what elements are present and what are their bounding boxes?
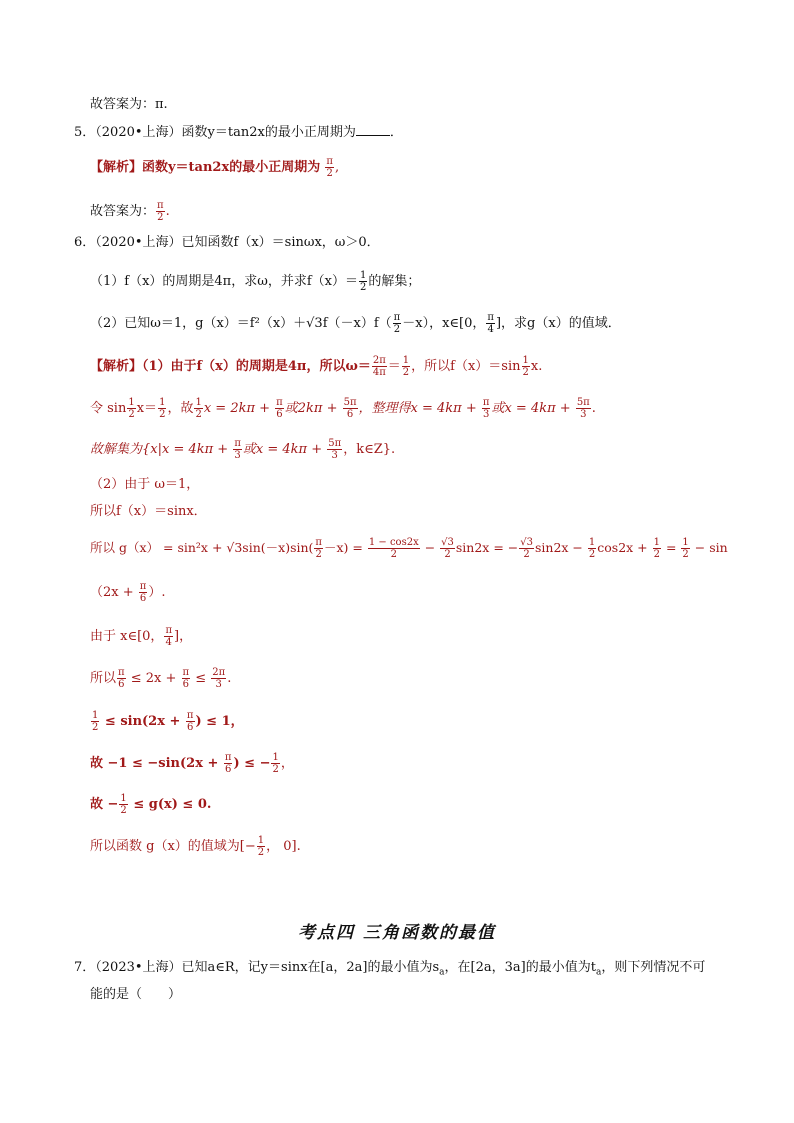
frac-num: π — [186, 710, 194, 721]
frac-den: 2 — [257, 847, 265, 858]
frac-num: 1 — [272, 752, 279, 763]
solution-text: －x) = — [324, 540, 367, 555]
frac-den: 4 — [487, 324, 494, 335]
frac-den: 2 — [195, 409, 202, 420]
frac-den: 4π — [372, 367, 386, 378]
frac-den: 2 — [523, 549, 530, 560]
part-1-text-end: 的解集； — [368, 274, 421, 289]
fraction-pi-over-2 — [156, 200, 165, 223]
frac-num: π — [139, 581, 147, 592]
frac-den: 2 — [588, 549, 596, 560]
fraction-1-over-2 — [271, 752, 279, 775]
section-title: 考点四 三角函数的最值 — [298, 923, 496, 943]
final-text: 故答案为： — [90, 204, 156, 219]
part-1-text: （1）f（x）的周期是4π，求ω，并求f（x）＝ — [90, 274, 358, 289]
solution-text: 故解集为{x|x = 4kπ + — [90, 442, 233, 457]
solution-text: x. — [530, 359, 543, 374]
question-7-text: ，则下列情况不可 — [601, 960, 706, 975]
solution-text: cos2x + — [597, 540, 652, 555]
solution-text: 故 − — [90, 797, 119, 812]
solution-line-4 — [90, 476, 199, 494]
solution-text: sin2x − — [534, 540, 587, 555]
fraction-2pi-over-4pi — [372, 355, 387, 378]
frac-den: 6 — [276, 409, 283, 420]
solution-text: 所以f（x）＝sinx． — [90, 504, 207, 519]
frac-den: 2 — [315, 549, 322, 560]
frac-den: 2 — [120, 805, 127, 816]
frac-num: √3 — [520, 537, 533, 548]
fraction-1-over-2 — [127, 397, 135, 420]
frac-num: 5π — [343, 397, 357, 408]
solution-text: ，所以f（x）＝sin — [411, 359, 521, 374]
frac-num: π — [315, 537, 322, 548]
frac-num: π — [182, 667, 190, 678]
fraction-2pi-over-3 — [211, 667, 226, 690]
frac-num: 1 — [359, 270, 367, 281]
fraction-1-over-2 — [91, 710, 99, 733]
frac-den: 2 — [157, 212, 164, 223]
fraction-pi-over-6 — [275, 397, 284, 420]
solution-text: 故 −1 ≤ −sin(2x + — [90, 756, 223, 771]
frac-num: π — [165, 625, 173, 636]
frac-den: 2 — [272, 764, 279, 775]
question-6-text: 6．（2020•上海）已知函数f（x）＝sinωx，ω＞0． — [74, 235, 380, 250]
frac-num: 1 — [522, 355, 529, 366]
frac-den: 2 — [390, 549, 397, 560]
fraction-pi-over-2 — [314, 537, 323, 560]
fraction-1-over-2 — [522, 355, 530, 378]
subscript: a — [439, 967, 445, 978]
frac-num: π — [326, 156, 333, 167]
solution-line-2 — [90, 397, 596, 420]
solution-text: x = 2kπ + — [203, 401, 275, 416]
solution-line-5 — [90, 503, 207, 521]
fraction-sqrt3-over-2 — [440, 537, 455, 560]
solution-line-10 — [90, 710, 244, 733]
frac-num: 1 — [128, 397, 135, 408]
frac-num: 2π — [212, 667, 226, 678]
punct: ． — [389, 125, 403, 140]
solution-text: （2）由于 ω＝1， — [90, 477, 200, 492]
frac-num: 1 — [588, 537, 596, 548]
frac-den: 2 — [393, 324, 401, 335]
part-2-text-mid: －x），x∈[0， — [402, 316, 486, 331]
frac-den: 2 — [326, 168, 333, 179]
punct: , — [334, 160, 340, 175]
fraction-pi-over-6 — [224, 752, 233, 775]
question-7 — [74, 959, 705, 982]
solution-text: sin2x = − — [455, 540, 519, 555]
solution-text: 所以 g（x） = sin²x + √3sin(－x)sin( — [90, 540, 314, 555]
frac-num: 1 − cos2x — [368, 537, 419, 548]
fraction-pi-over-6 — [186, 710, 195, 733]
frac-num: π — [157, 200, 164, 211]
answer-blank — [356, 123, 390, 136]
frac-den: 2 — [92, 722, 99, 733]
frac-den: 6 — [182, 679, 189, 690]
frac-num: √3 — [441, 537, 454, 548]
solution-text: ≤ — [191, 671, 211, 686]
question-5 — [74, 123, 403, 142]
frac-num: π — [393, 312, 401, 323]
question-7-text: 7．（2023•上海）已知a∈R，记y＝sinx在[a，2a]的最小值为s — [74, 960, 440, 975]
fraction-pi-over-2 — [325, 156, 334, 179]
fraction-pi-over-4 — [164, 625, 173, 648]
frac-num: π — [224, 752, 232, 763]
fraction-5pi-over-3 — [576, 397, 591, 420]
solution-text: ]， — [174, 629, 193, 644]
fraction-pi-over-3 — [482, 397, 491, 420]
solution-text: x＝ — [136, 401, 158, 416]
solution-line-13 — [90, 835, 301, 858]
fraction-1-over-2 — [194, 397, 202, 420]
fraction-1-over-2 — [681, 537, 689, 560]
solution-text: ≤ sin(2x + — [100, 714, 185, 729]
frac-num: 5π — [576, 397, 590, 408]
frac-num: 1 — [92, 710, 99, 721]
solution-text: ≤ g(x) ≤ 0. — [128, 797, 212, 812]
solution-text: 所以 — [90, 671, 117, 686]
frac-den: 3 — [580, 409, 587, 420]
question-5-final — [90, 200, 170, 223]
part-2-text-end: ]，求g（x）的值域． — [495, 316, 621, 331]
subscript: a — [595, 967, 602, 978]
prev-answer-line — [90, 96, 168, 114]
fraction-5pi-over-3 — [327, 438, 342, 461]
question-7-line-2 — [90, 986, 181, 1004]
frac-den: 6 — [225, 764, 232, 775]
frac-den: 6 — [187, 722, 194, 733]
solution-text: ， 0]. — [266, 839, 301, 854]
frac-num: 2π — [372, 355, 386, 366]
solution-line-7 — [90, 581, 165, 604]
frac-num: π — [487, 312, 494, 323]
fraction-pi-over-6 — [117, 667, 126, 690]
part-2-text: （2）已知ω＝1，g（x）＝f²（x）＋√3f（－x）f（ — [90, 316, 392, 331]
fraction-1-minus-cos2x-over-2 — [368, 537, 420, 560]
frac-num: π — [482, 397, 490, 408]
solution-text: 或x = 4kπ + — [242, 442, 327, 457]
solution-text: 所以函数 g（x）的值域为[− — [90, 839, 256, 854]
solution-text: ，故 — [167, 401, 194, 416]
solution-text: ，k∈Z}. — [343, 442, 396, 457]
frac-num: 1 — [682, 537, 689, 548]
fraction-1-over-2 — [119, 793, 127, 816]
frac-den: 2 — [128, 409, 135, 420]
solution-line-6 — [90, 537, 728, 560]
fraction-pi-over-6 — [139, 581, 148, 604]
frac-den: 2 — [522, 367, 529, 378]
frac-den: 3 — [234, 450, 241, 461]
fraction-1-over-2 — [653, 537, 661, 560]
solution-text: 或x = 4kπ + — [491, 401, 575, 416]
solution-line-12 — [90, 793, 211, 816]
solution-text: （2x + — [90, 585, 138, 600]
frac-den: 2 — [159, 409, 166, 420]
solution-text: ) ≤ 1， — [195, 714, 244, 729]
frac-den: 2 — [444, 549, 451, 560]
frac-num: 1 — [653, 537, 660, 548]
question-7-text: 能的是（ ） — [90, 987, 182, 1002]
frac-den: 3 — [331, 450, 338, 461]
solution-text: 【解析】函数y＝tan2x的最小正周期为 — [90, 160, 321, 175]
solution-line-11 — [90, 752, 294, 775]
solution-text: 令 sin — [90, 401, 127, 416]
fraction-1-over-2 — [257, 835, 265, 858]
frac-num: 5π — [328, 438, 342, 449]
frac-num: π — [276, 397, 283, 408]
frac-num: 1 — [159, 397, 166, 408]
solution-text: ) ≤ − — [233, 756, 271, 771]
solution-text: 【解析】（1）由于f（x）的周期是4π，所以ω＝ — [90, 359, 371, 374]
solution-line-8 — [90, 625, 192, 648]
solution-text: = — [662, 540, 681, 555]
fraction-pi-over-2 — [393, 312, 402, 335]
solution-text: 由于 x∈[0， — [90, 629, 164, 644]
question-7-text: ，在[2a，3a]的最小值为t — [444, 960, 596, 975]
fraction-pi-over-3 — [233, 438, 242, 461]
solution-text: ）. — [148, 585, 166, 600]
solution-text: 或2kπ + — [284, 401, 342, 416]
frac-num: 1 — [402, 355, 410, 366]
question-6 — [74, 234, 380, 252]
question-6-part-1 — [90, 270, 420, 293]
fraction-pi-over-4 — [486, 312, 495, 335]
punct: ， — [280, 756, 294, 771]
frac-den: 3 — [482, 409, 490, 420]
frac-den: 4 — [165, 637, 172, 648]
question-5-solution — [90, 156, 339, 179]
frac-num: 1 — [257, 835, 265, 846]
frac-num: 1 — [120, 793, 127, 804]
fraction-sqrt3-over-2 — [519, 537, 534, 560]
frac-num: 1 — [195, 397, 202, 408]
punct: . — [165, 204, 170, 219]
fraction-1-over-2 — [359, 270, 367, 293]
fraction-1-over-2 — [402, 355, 410, 378]
solution-text: − sin — [690, 540, 728, 555]
fraction-1-over-2 — [588, 537, 596, 560]
punct: . — [227, 671, 232, 686]
frac-den: 6 — [346, 409, 354, 420]
eq: ＝ — [387, 359, 401, 374]
frac-den: 6 — [118, 679, 125, 690]
solution-text: − — [420, 540, 440, 555]
solution-line-9 — [90, 667, 231, 690]
frac-den: 6 — [139, 593, 147, 604]
fraction-pi-over-6 — [182, 667, 191, 690]
frac-num: π — [118, 667, 125, 678]
frac-den: 3 — [215, 679, 222, 690]
fraction-5pi-over-6 — [343, 397, 358, 420]
answer-text: 故答案为：π. — [90, 97, 168, 112]
punct: . — [591, 401, 596, 416]
frac-den: 2 — [402, 367, 410, 378]
frac-den: 2 — [359, 282, 367, 293]
solution-text: ≤ 2x + — [126, 671, 181, 686]
frac-num: π — [234, 438, 241, 449]
frac-den: 2 — [682, 549, 689, 560]
solution-text: ，整理得x = 4kπ + — [358, 401, 481, 416]
question-6-part-2 — [90, 312, 621, 335]
fraction-1-over-2 — [158, 397, 166, 420]
solution-line-3 — [90, 438, 395, 461]
solution-line-1 — [90, 355, 542, 378]
frac-den: 2 — [653, 549, 660, 560]
question-5-text: 5．（2020•上海）函数y＝tan2x的最小正周期为 — [74, 125, 356, 140]
